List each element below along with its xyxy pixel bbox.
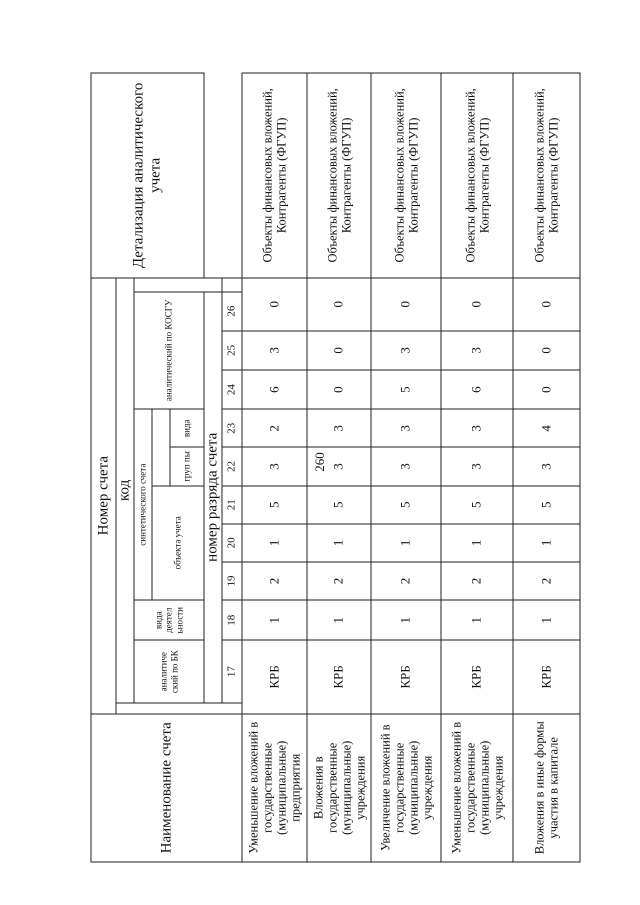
account-name: Уменьшение вложений в государственные (муниципальные) предприятия (242, 713, 307, 861)
digit-19: 19 (222, 561, 242, 599)
code-22: 3 (307, 447, 371, 485)
code-20: 1 (441, 523, 513, 561)
code-21: 5 (242, 485, 307, 523)
code-17: КРБ (441, 640, 513, 713)
code-18: 1 (371, 600, 441, 640)
code-26: 0 (441, 277, 513, 330)
header-code: код (116, 277, 134, 702)
code-22: 3 (371, 447, 441, 485)
header-account-number: Номер счета (91, 277, 116, 713)
digit-20: 20 (222, 523, 242, 561)
account-details: Объекты финансовых вложений, Контрагенты (ФГУП) (441, 73, 513, 278)
digit-18: 18 (222, 600, 242, 640)
code-20: 1 (371, 523, 441, 561)
code-20: 1 (513, 523, 580, 561)
code-25: 3 (371, 330, 441, 369)
code-18: 1 (513, 600, 580, 640)
code-22: 3 (441, 447, 513, 485)
code-21: 5 (371, 485, 441, 523)
digit-26: 26 (222, 291, 242, 330)
code-20: 1 (307, 523, 371, 561)
code-21: 5 (513, 485, 580, 523)
rotated-table-wrapper (91, 72, 566, 862)
header-spacer (116, 702, 242, 713)
account-name: Увеличение вложений в государственные (муниципальные) учреждения (371, 713, 441, 861)
table-row (513, 73, 580, 862)
code-23: 3 (441, 409, 513, 447)
code-18: 1 (242, 600, 307, 640)
header-group: груп пы (170, 447, 204, 485)
digit-25: 25 (222, 330, 242, 369)
table-row (441, 73, 513, 862)
page-number: 260 (312, 452, 327, 472)
code-24: 5 (371, 370, 441, 409)
code-26: 0 (242, 277, 307, 330)
code-26: 0 (371, 277, 441, 330)
digit-17: 17 (222, 640, 242, 703)
code-23: 3 (307, 409, 371, 447)
code-23: 3 (371, 409, 441, 447)
digit-21: 21 (222, 485, 242, 523)
account-name: Вложения в государственные (муниципальные) учреждения (307, 713, 371, 861)
code-22: 3 (242, 447, 307, 485)
code-19: 2 (307, 561, 371, 599)
code-19: 2 (371, 561, 441, 599)
code-19: 2 (242, 561, 307, 599)
account-name: Вложения в иные формы участия в капитале (513, 713, 580, 861)
code-26: 0 (513, 277, 580, 330)
code-17: КРБ (371, 640, 441, 713)
header-spacer-2 (134, 277, 222, 291)
code-22: 3 (513, 447, 580, 485)
code-25: 0 (307, 330, 371, 369)
code-26: 0 (307, 277, 371, 330)
code-21: 5 (307, 485, 371, 523)
digit-23: 23 (222, 409, 242, 447)
code-24: 6 (441, 370, 513, 409)
digit-22: 22 (222, 447, 242, 485)
code-24: 0 (307, 370, 371, 409)
account-details: Объекты финансовых вложений, Контрагенты (ФГУП) (307, 73, 371, 278)
digit-24: 24 (222, 370, 242, 409)
table-row (307, 73, 371, 862)
code-23: 4 (513, 409, 580, 447)
header-details: Детализация аналитического учета (91, 73, 204, 278)
header-account-object: объекта учета (152, 485, 204, 600)
code-17: КРБ (307, 640, 371, 713)
code-24: 0 (513, 370, 580, 409)
code-24: 6 (242, 370, 307, 409)
code-25: 3 (441, 330, 513, 369)
header-digit-number: номер разряда счета (204, 291, 222, 702)
header-activity-type: вида деятел ьности (134, 600, 204, 640)
table-row (371, 73, 441, 862)
code-17: КРБ (513, 640, 580, 713)
accounts-table (91, 72, 581, 862)
table-row (242, 73, 307, 862)
header-account-name: Наименование счета (91, 713, 242, 861)
code-21: 5 (441, 485, 513, 523)
account-details: Объекты финансовых вложений, Контрагенты (ФГУП) (242, 73, 307, 278)
header-kind: вида (170, 409, 204, 447)
code-25: 0 (513, 330, 580, 369)
code-18: 1 (307, 600, 371, 640)
account-name: Уменьшение вложений в государственные (муниципальные) учреждения (441, 713, 513, 861)
code-23: 2 (242, 409, 307, 447)
account-details: Объекты финансовых вложений, Контрагенты (ФГУП) (371, 73, 441, 278)
code-18: 1 (441, 600, 513, 640)
code-19: 2 (513, 561, 580, 599)
code-20: 1 (242, 523, 307, 561)
code-25: 3 (242, 330, 307, 369)
header-group-kind (152, 409, 170, 485)
digit-spacer (222, 277, 242, 291)
account-details: Объекты финансовых вложений, Контрагенты (ФГУП) (513, 73, 580, 278)
code-17: КРБ (242, 640, 307, 713)
code-19: 2 (441, 561, 513, 599)
header-analytic-kosgu: аналитический по КОСГУ (134, 291, 204, 409)
header-analytic-bk: аналитиче ский по БК (134, 640, 204, 703)
header-synthetic: синтетического счета (134, 409, 152, 600)
